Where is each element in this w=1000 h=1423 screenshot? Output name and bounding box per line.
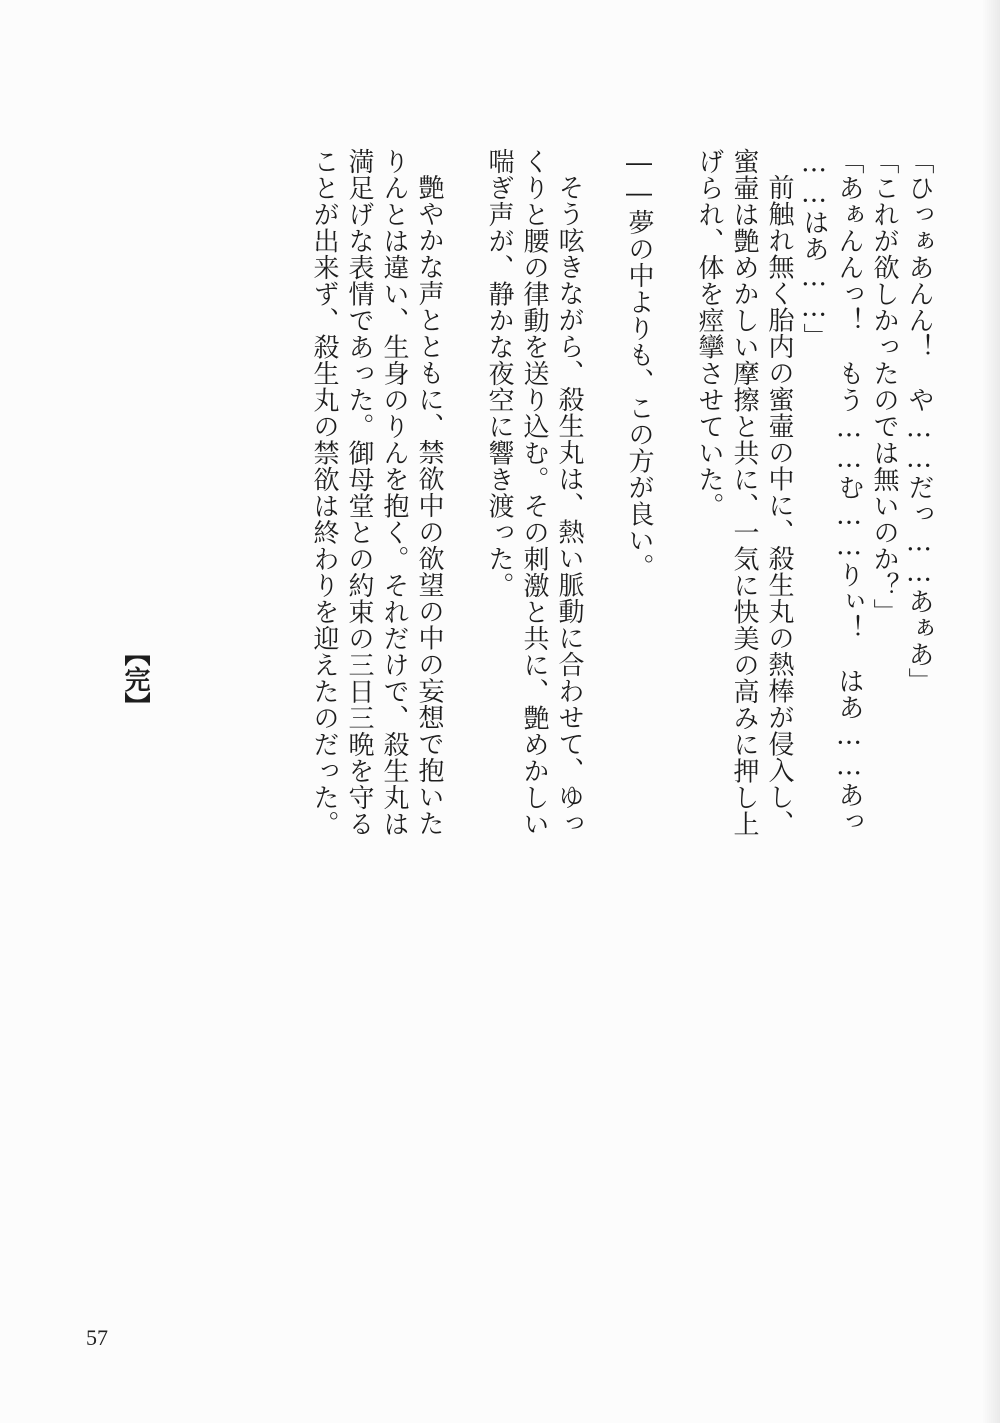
- text-column-13: 喘ぎ声が、静かな夜空に響き渡った。: [484, 148, 514, 599]
- end-mark: 【完】: [120, 640, 150, 718]
- text-column-5: 前触れ無く胎内の蜜壷の中に、殺生丸の熱棒が侵入し、: [764, 174, 794, 837]
- text-column-3: 「あぁんんっ！ もう……む……りぃ！ はあ……あっ: [834, 148, 864, 835]
- text-column-16: りんとは違い、生身のりんを抱く。それだけで、殺生丸は: [379, 148, 409, 837]
- text-column-6: 蜜壷は艶めかしい摩擦と共に、一気に快美の高みに押し上: [729, 148, 759, 837]
- text-column-15: 艶やかな声とともに、禁欲中の欲望の中の妄想で抱いた: [414, 174, 444, 837]
- text-column-11: そう呟きながら、殺生丸は、熱い脈動に合わせて、ゆっ: [554, 174, 584, 837]
- text-column-18: ことが出来ず、殺生丸の禁欲は終わりを迎えたのだった。: [309, 148, 339, 837]
- page-number: 57: [86, 1325, 108, 1350]
- text-column-1: 「ひっぁあんん！ や……だっ……あぁあ」: [904, 148, 934, 694]
- text-column-12: くりと腰の律動を送り込む。その刺激と共に、艶めかしい: [519, 148, 549, 837]
- text-column-17: 満足げな表情であった。御母堂との約束の三日三晩を守る: [344, 148, 374, 837]
- text-column-4: ……はあ……」: [799, 148, 829, 350]
- scan-edge-shadow: [982, 0, 1000, 1423]
- text-column-2: 「これが欲しかったのでは無いのか？」: [869, 148, 899, 625]
- text-column-9: ――夢の中よりも、この方が良い。: [624, 148, 654, 580]
- text-column-7: げられ、体を痙攣させていた。: [694, 148, 724, 519]
